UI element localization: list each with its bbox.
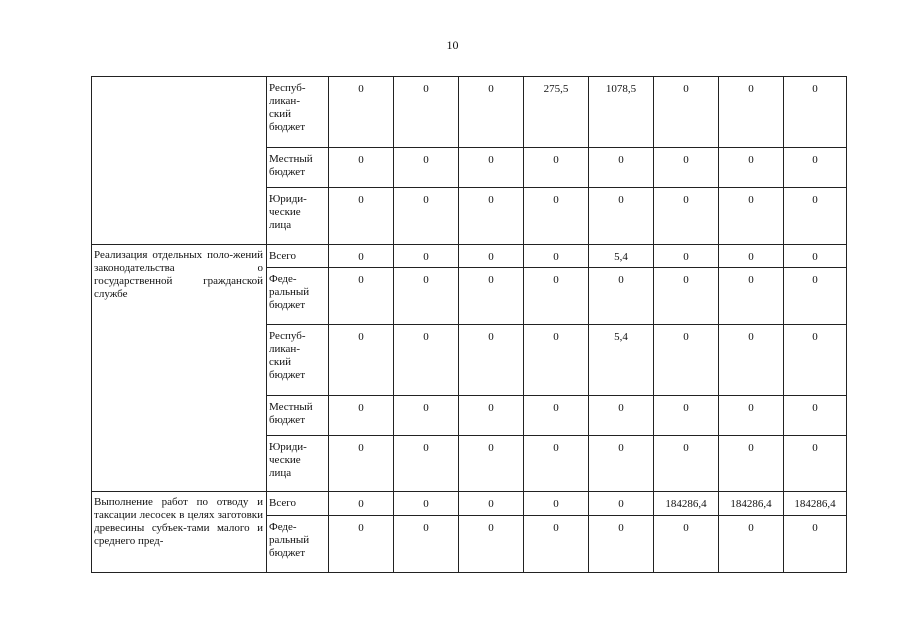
page-number: 10 — [446, 38, 459, 52]
value-cell: 0 — [524, 492, 589, 516]
funding-source-label: Местный — [269, 401, 313, 413]
value-cell: 0 — [394, 268, 459, 325]
funding-source-label: лица — [269, 219, 292, 231]
funding-source-cell — [267, 245, 329, 268]
value-cell: 0 — [719, 268, 784, 325]
funding-source-label: бюджет — [269, 166, 305, 178]
value-cell: 0 — [589, 492, 654, 516]
program-name-cell: Реализация отдельных поло-жений законодательства о государственной гражданской службе — [92, 245, 267, 492]
funding-source-label: Юриди- — [269, 193, 307, 205]
value-cell: 0 — [329, 492, 394, 516]
value-cell: 0 — [524, 148, 589, 188]
value-cell: 0 — [719, 188, 784, 245]
funding-source-label: Феде- — [269, 521, 297, 533]
value-cell: 0 — [329, 436, 394, 492]
value-cell: 0 — [719, 77, 784, 148]
funding-source-label: бюджет — [269, 299, 305, 311]
funding-source-label: Респуб- — [269, 330, 306, 342]
value-cell: 0 — [459, 436, 524, 492]
budget-table — [91, 76, 847, 573]
funding-source-cell — [267, 77, 329, 148]
program-name-cell — [92, 77, 267, 245]
value-cell: 0 — [589, 436, 654, 492]
value-cell: 0 — [784, 436, 847, 492]
value-cell: 0 — [459, 492, 524, 516]
value-cell: 0 — [784, 268, 847, 325]
funding-source-cell — [267, 268, 329, 325]
value-cell: 0 — [654, 396, 719, 436]
value-cell: 0 — [784, 245, 847, 268]
value-cell: 0 — [524, 245, 589, 268]
table-row — [92, 245, 847, 268]
value-cell: 0 — [524, 188, 589, 245]
value-cell: 0 — [654, 268, 719, 325]
funding-source-label: ский — [269, 108, 291, 120]
value-cell: 0 — [394, 436, 459, 492]
table-row — [92, 77, 847, 148]
value-cell: 5,4 — [589, 325, 654, 396]
funding-source-label: ральный — [269, 286, 310, 298]
value-cell: 0 — [394, 77, 459, 148]
funding-source-label: лица — [269, 467, 292, 479]
funding-source-cell — [267, 148, 329, 188]
value-cell: 0 — [329, 516, 394, 573]
value-cell: 0 — [654, 148, 719, 188]
value-cell: 0 — [784, 188, 847, 245]
value-cell: 0 — [459, 325, 524, 396]
value-cell: 0 — [654, 245, 719, 268]
value-cell: 0 — [719, 516, 784, 573]
value-cell: 0 — [329, 148, 394, 188]
value-cell: 0 — [524, 516, 589, 573]
value-cell: 0 — [524, 436, 589, 492]
funding-source-label: ческие — [269, 454, 301, 466]
value-cell: 0 — [589, 148, 654, 188]
value-cell: 0 — [394, 245, 459, 268]
value-cell: 0 — [589, 268, 654, 325]
funding-source-cell — [267, 516, 329, 573]
funding-source-label: ческие — [269, 206, 301, 218]
value-cell: 0 — [459, 268, 524, 325]
value-cell: 0 — [784, 396, 847, 436]
value-cell: 0 — [329, 325, 394, 396]
value-cell: 0 — [524, 325, 589, 396]
value-cell: 0 — [459, 188, 524, 245]
value-cell: 0 — [329, 396, 394, 436]
value-cell: 0 — [459, 77, 524, 148]
value-cell: 275,5 — [524, 77, 589, 148]
value-cell: 0 — [719, 148, 784, 188]
funding-source-cell — [267, 396, 329, 436]
value-cell: 1078,5 — [589, 77, 654, 148]
value-cell: 0 — [524, 396, 589, 436]
funding-source-label: Всего — [269, 250, 296, 262]
funding-source-label: Местный — [269, 153, 313, 165]
value-cell: 184286,4 — [654, 492, 719, 516]
value-cell: 0 — [394, 148, 459, 188]
funding-source-label: бюджет — [269, 369, 305, 381]
value-cell: 0 — [784, 148, 847, 188]
value-cell: 0 — [459, 148, 524, 188]
funding-source-label: ральный — [269, 534, 310, 546]
program-name-cell: Выполнение работ по отводу и таксации лесосек в целях заготовки древесины субъек-тами малого и среднего пред- — [92, 492, 267, 573]
value-cell: 0 — [719, 245, 784, 268]
value-cell: 0 — [589, 188, 654, 245]
value-cell: 184286,4 — [784, 492, 847, 516]
value-cell: 0 — [654, 325, 719, 396]
value-cell: 0 — [654, 516, 719, 573]
funding-source-cell — [267, 436, 329, 492]
value-cell: 0 — [784, 325, 847, 396]
funding-source-label: Юриди- — [269, 441, 307, 453]
value-cell: 0 — [524, 268, 589, 325]
funding-source-label: ликан- — [269, 343, 300, 355]
value-cell: 0 — [394, 516, 459, 573]
value-cell: 5,4 — [589, 245, 654, 268]
value-cell: 0 — [394, 188, 459, 245]
funding-source-label: Всего — [269, 497, 296, 509]
value-cell: 0 — [784, 516, 847, 573]
value-cell: 0 — [329, 268, 394, 325]
value-cell: 0 — [459, 516, 524, 573]
funding-source-cell — [267, 325, 329, 396]
value-cell: 0 — [459, 245, 524, 268]
funding-source-label: ликан- — [269, 95, 300, 107]
value-cell: 0 — [784, 77, 847, 148]
funding-source-cell — [267, 492, 329, 516]
value-cell: 0 — [589, 396, 654, 436]
value-cell: 0 — [719, 325, 784, 396]
value-cell: 0 — [589, 516, 654, 573]
value-cell: 0 — [654, 77, 719, 148]
table-row — [92, 492, 847, 516]
value-cell: 0 — [394, 492, 459, 516]
value-cell: 184286,4 — [719, 492, 784, 516]
value-cell: 0 — [719, 436, 784, 492]
value-cell: 0 — [394, 396, 459, 436]
funding-source-label: бюджет — [269, 414, 305, 426]
funding-source-label: бюджет — [269, 547, 305, 559]
value-cell: 0 — [329, 188, 394, 245]
value-cell: 0 — [654, 188, 719, 245]
funding-source-label: Респуб- — [269, 82, 306, 94]
value-cell: 0 — [394, 325, 459, 396]
funding-source-label: бюджет — [269, 121, 305, 133]
value-cell: 0 — [329, 245, 394, 268]
funding-source-cell — [267, 188, 329, 245]
value-cell: 0 — [459, 396, 524, 436]
value-cell: 0 — [654, 436, 719, 492]
funding-source-label: Феде- — [269, 273, 297, 285]
value-cell: 0 — [329, 77, 394, 148]
funding-source-label: ский — [269, 356, 291, 368]
value-cell: 0 — [719, 396, 784, 436]
